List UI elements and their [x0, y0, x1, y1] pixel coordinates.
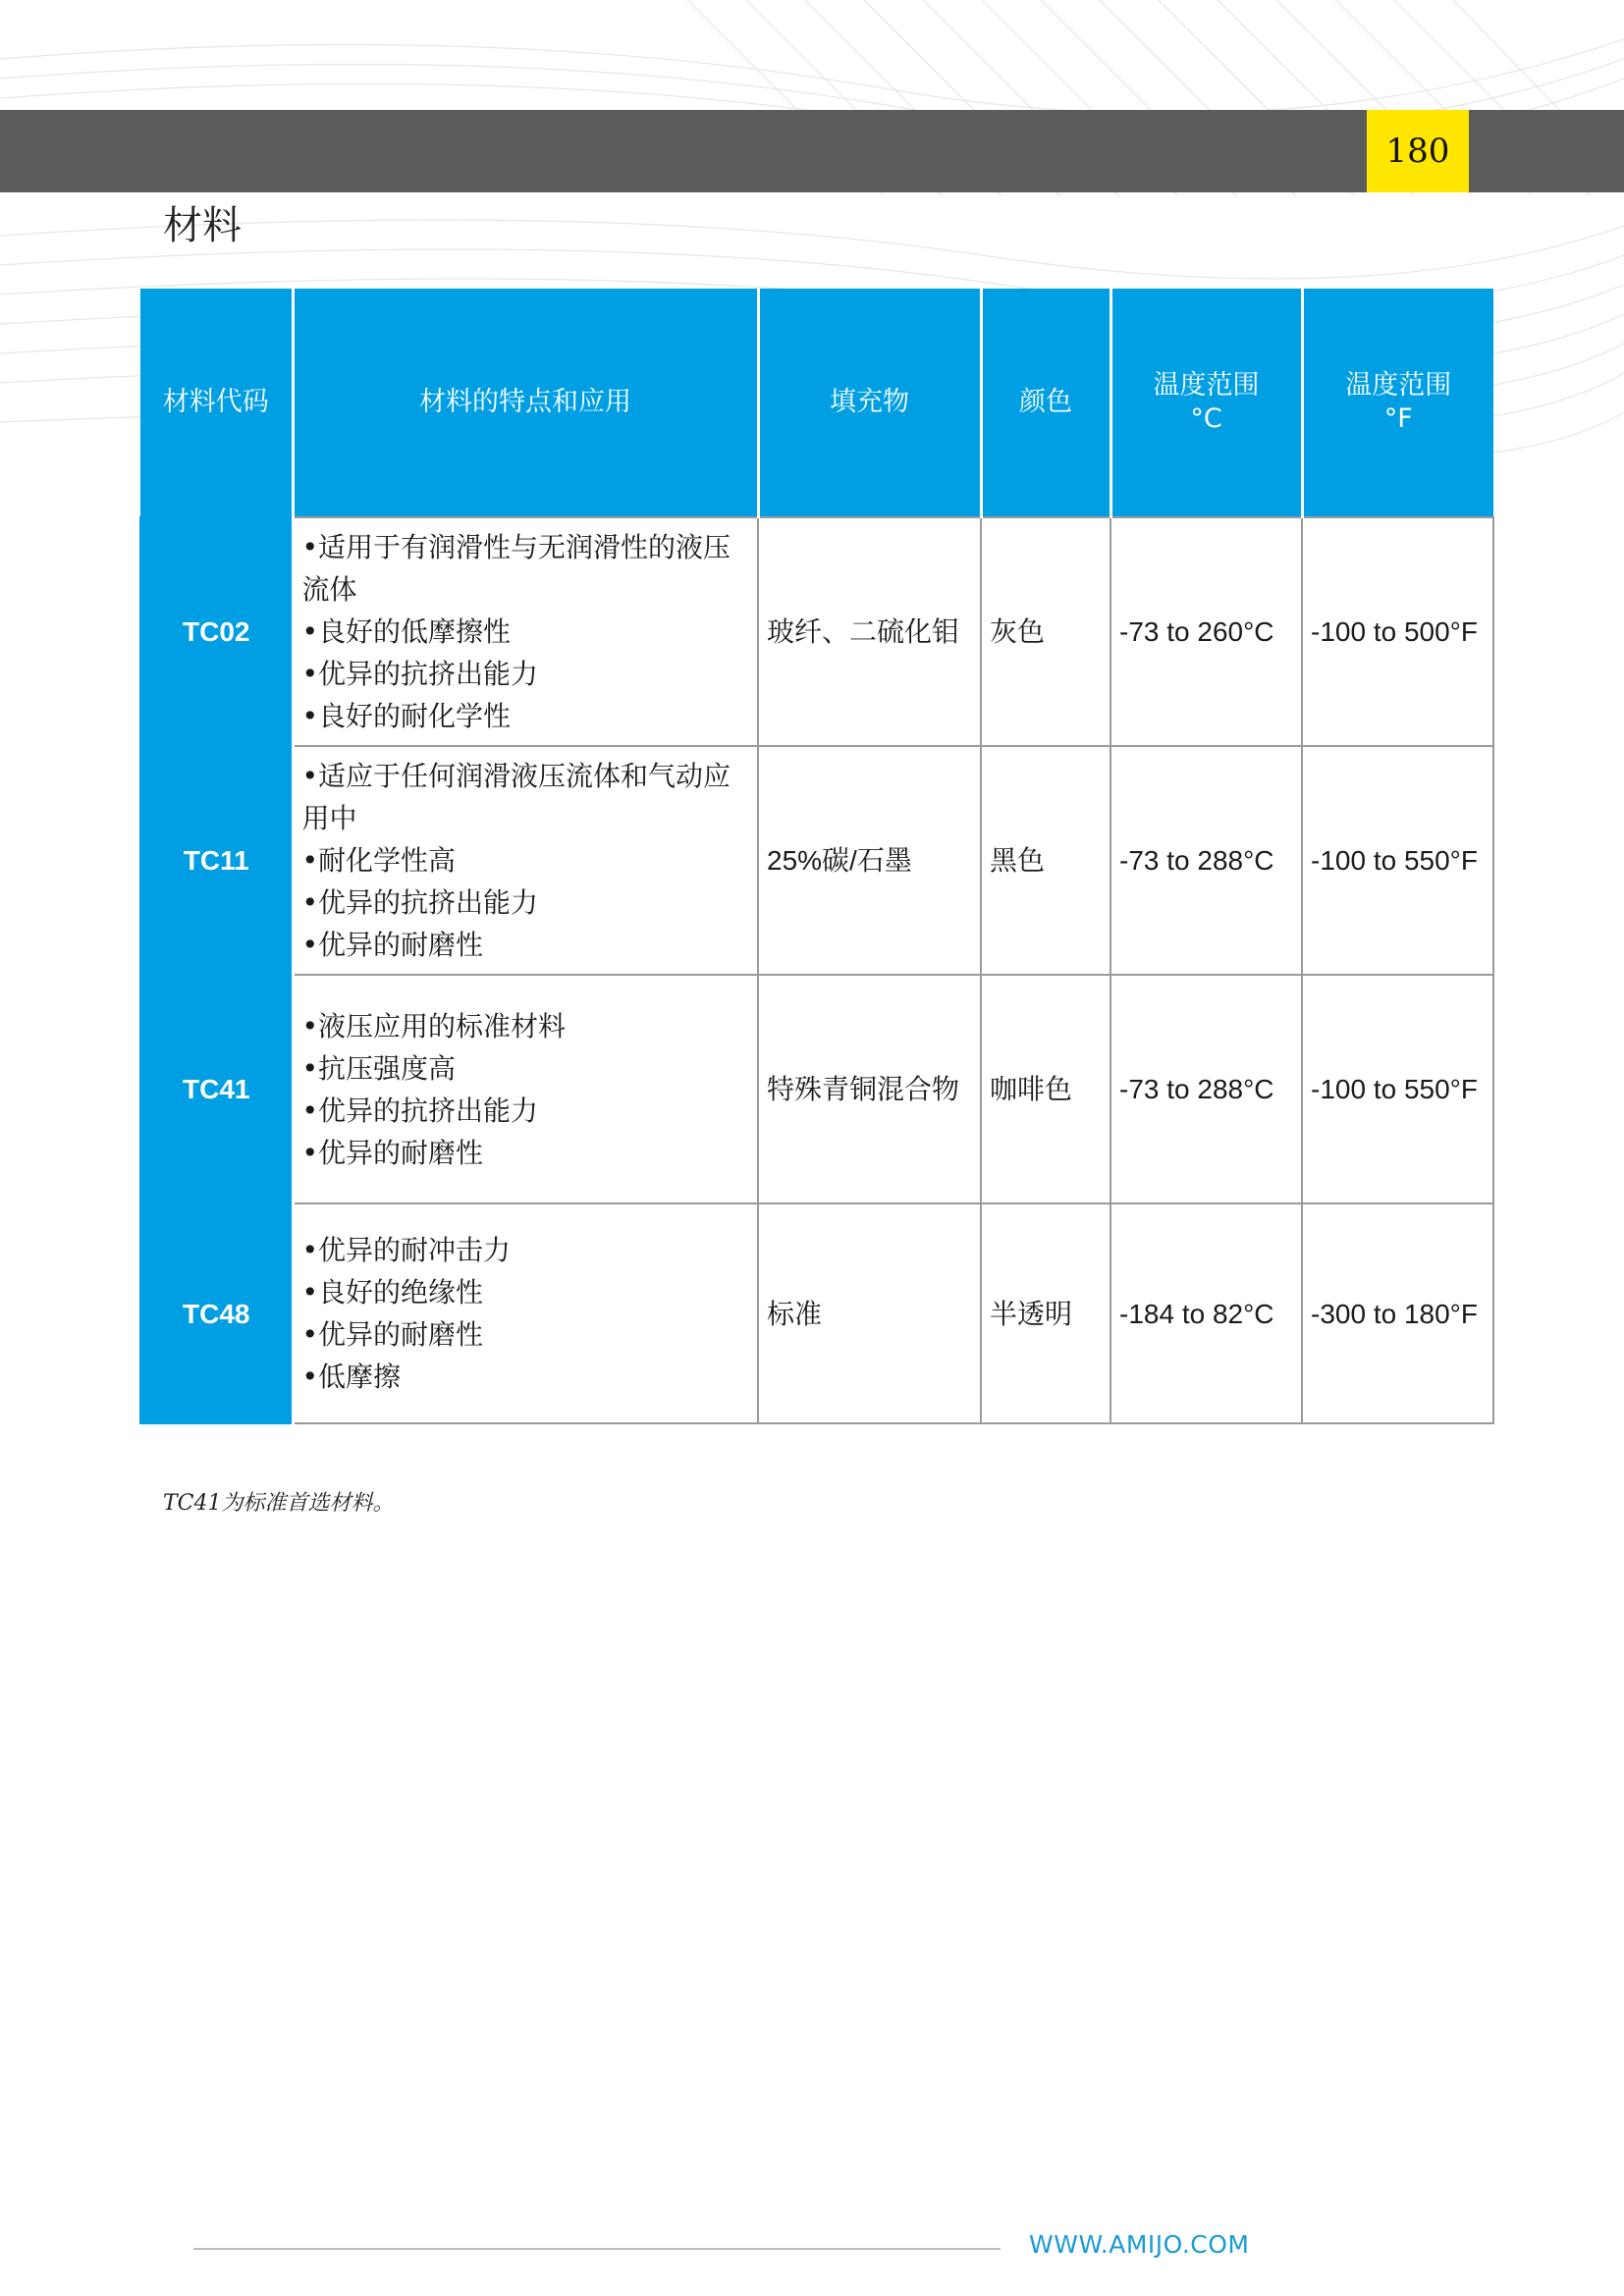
feature-item: •低摩擦: [301, 1361, 402, 1393]
temp-f-cell: -300 to 180°F: [1302, 1203, 1493, 1423]
page-number-badge: 180: [1367, 110, 1469, 192]
features-cell: [293, 975, 758, 1203]
color-cell: 灰色: [981, 517, 1110, 746]
temp-c-cell: -73 to 288°C: [1110, 975, 1302, 1203]
table-row: [140, 517, 1493, 746]
color-cell: 黑色: [981, 746, 1110, 975]
table-header-row: [140, 289, 1493, 517]
temp-f-cell: -100 to 550°F: [1302, 975, 1493, 1203]
features-cell: [293, 517, 758, 746]
col-header-temp-f: 温度范围 °F: [1302, 289, 1493, 517]
features-cell: [293, 1203, 758, 1423]
feature-item: •良好的绝缘性: [301, 1276, 484, 1308]
filler-cell: 特殊青铜混合物: [758, 975, 981, 1203]
temp-c-cell: -184 to 82°C: [1110, 1203, 1302, 1423]
temp-c-cell: -73 to 260°C: [1110, 517, 1302, 746]
features-cell: [293, 746, 758, 975]
table-row: [140, 746, 1493, 975]
filler-cell: 玻纤、二硫化钼: [758, 517, 981, 746]
col-header-material-code: 材料代码: [140, 289, 293, 517]
table-row: [140, 975, 1493, 1203]
feature-item: •优异的抗挤出能力: [301, 658, 539, 690]
feature-item: •良好的低摩擦性: [301, 615, 512, 648]
feature-item: •优异的耐磨性: [301, 929, 484, 961]
feature-item: •优异的抗挤出能力: [301, 886, 539, 919]
temp-f-cell: -100 to 500°F: [1302, 517, 1493, 746]
material-code-cell: TC41: [140, 975, 293, 1203]
materials-table: [139, 289, 1494, 1424]
feature-item: •适应于任何润滑液压流体和气动应用中: [301, 760, 731, 834]
feature-item: •适用于有润滑性与无润滑性的液压流体: [301, 531, 731, 606]
footnote: TC41为标准首选材料。: [163, 1491, 395, 1516]
filler-cell: 标准: [758, 1203, 981, 1423]
material-code-cell: TC02: [140, 517, 293, 746]
table-row: [140, 1203, 1493, 1423]
color-cell: 半透明: [981, 1203, 1110, 1423]
material-code-cell: TC48: [140, 1203, 293, 1423]
feature-item: •优异的抗挤出能力: [301, 1094, 539, 1127]
section-title: 材料: [163, 203, 242, 248]
feature-item: •耐化学性高: [301, 844, 457, 877]
footer-website-link[interactable]: WWW.AMIJO.COM: [1029, 2230, 1250, 2259]
feature-item: •优异的耐磨性: [301, 1318, 484, 1351]
material-code-cell: TC11: [140, 746, 293, 975]
filler-cell: 25%碳/石墨: [758, 746, 981, 975]
feature-item: •液压应用的标准材料: [301, 1009, 567, 1042]
feature-item: •优异的耐冲击力: [301, 1234, 512, 1266]
temp-f-cell: -100 to 550°F: [1302, 746, 1493, 975]
temp-c-cell: -73 to 288°C: [1110, 746, 1302, 975]
col-header-temp-c: 温度范围 °C: [1110, 289, 1302, 517]
footer-divider: [193, 2248, 1001, 2250]
feature-item: •抗压强度高: [301, 1051, 457, 1085]
feature-item: •良好的耐化学性: [301, 700, 512, 732]
col-header-color: 颜色: [981, 289, 1110, 517]
feature-item: •优异的耐磨性: [301, 1136, 484, 1169]
col-header-filler: 填充物: [758, 289, 981, 517]
col-header-features: 材料的特点和应用: [293, 289, 758, 517]
color-cell: 咖啡色: [981, 975, 1110, 1203]
